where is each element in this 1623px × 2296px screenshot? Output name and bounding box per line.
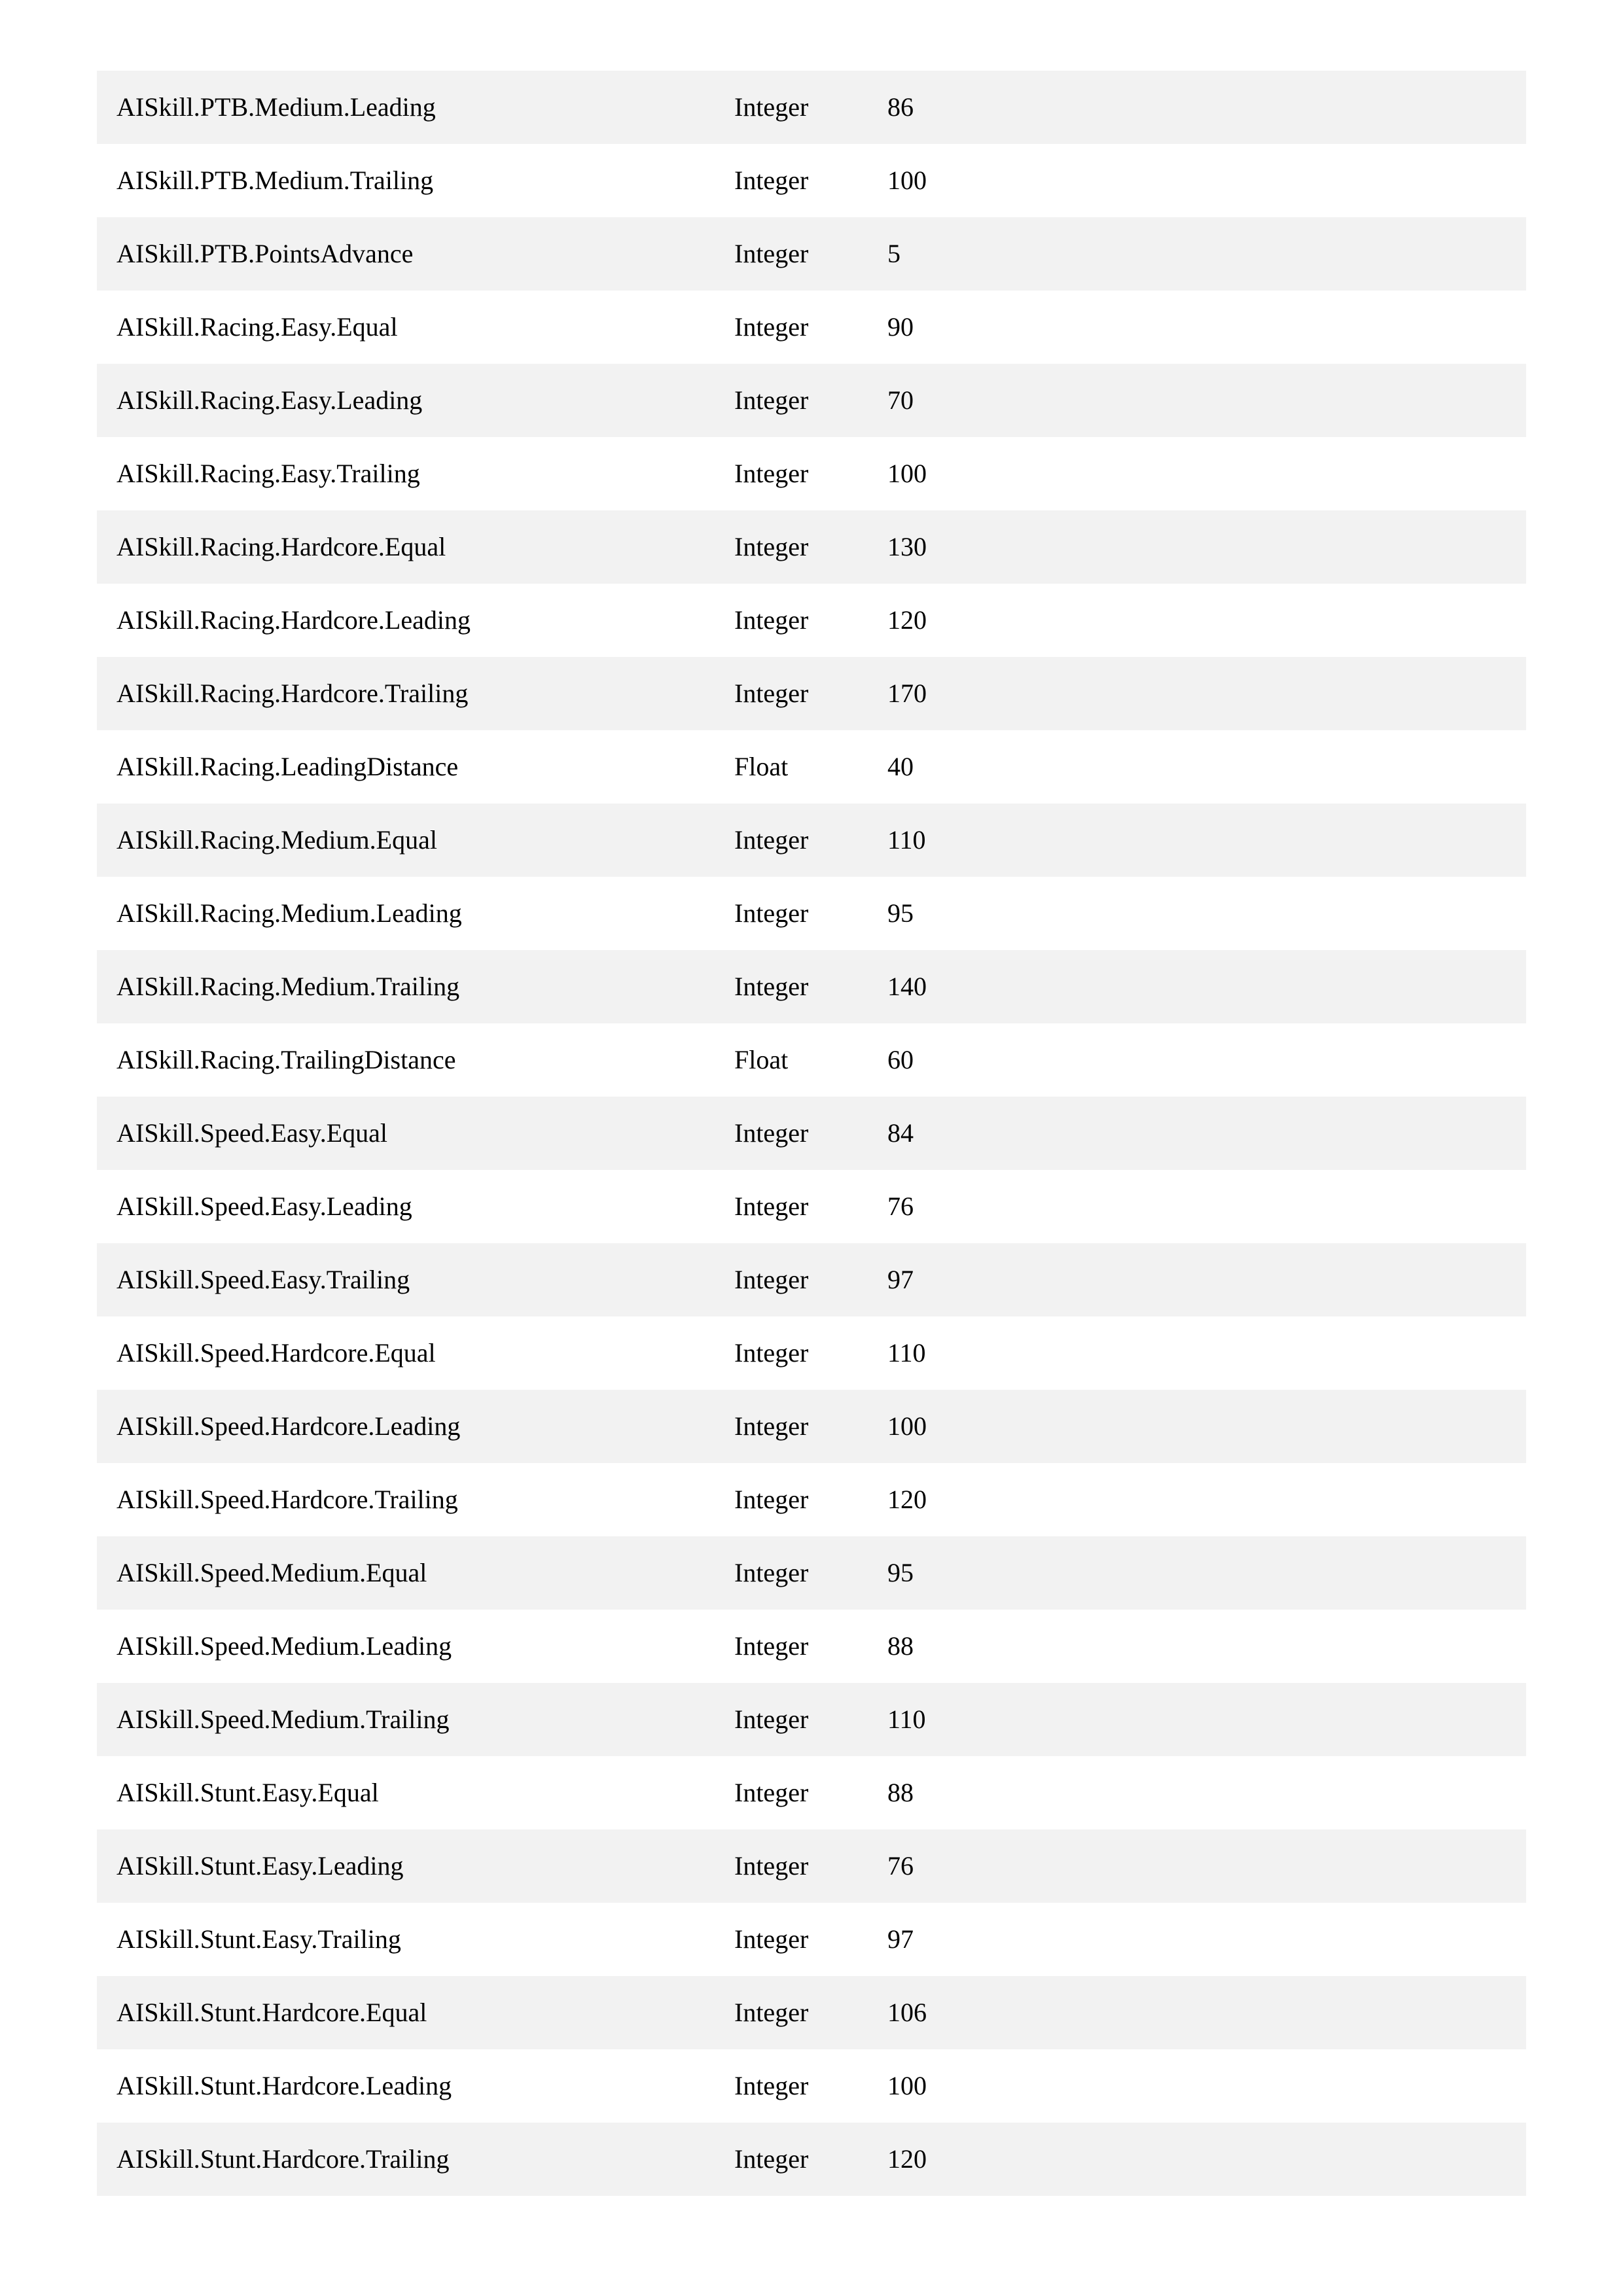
setting-name: AISkill.Speed.Hardcore.Leading xyxy=(116,1411,461,1441)
setting-type: Integer xyxy=(734,1265,809,1294)
setting-name: AISkill.Speed.Easy.Equal xyxy=(116,1118,388,1148)
setting-value: 88 xyxy=(887,1778,914,1807)
setting-name: AISkill.Speed.Easy.Trailing xyxy=(116,1265,410,1294)
setting-type: Integer xyxy=(734,385,809,415)
table-row xyxy=(97,1756,1526,1829)
setting-type: Integer xyxy=(734,1485,809,1514)
setting-name: AISkill.Stunt.Hardcore.Trailing xyxy=(116,2144,450,2174)
setting-value: 140 xyxy=(887,972,927,1001)
table-row xyxy=(97,1023,1526,1097)
setting-type: Integer xyxy=(734,1924,809,1954)
setting-value: 40 xyxy=(887,752,914,781)
setting-name: AISkill.Racing.Medium.Equal xyxy=(116,825,437,855)
table-row xyxy=(97,1683,1526,1756)
setting-name: AISkill.Racing.Medium.Trailing xyxy=(116,972,460,1001)
table-row xyxy=(97,1903,1526,1976)
setting-value: 110 xyxy=(887,1338,926,1368)
setting-type: Integer xyxy=(734,1118,809,1148)
table-row xyxy=(97,437,1526,510)
setting-value: 88 xyxy=(887,1631,914,1661)
setting-type: Integer xyxy=(734,2071,809,2100)
setting-value: 95 xyxy=(887,898,914,928)
setting-name: AISkill.Racing.Hardcore.Trailing xyxy=(116,679,469,708)
setting-name: AISkill.Racing.Hardcore.Equal xyxy=(116,532,446,561)
setting-value: 97 xyxy=(887,1924,914,1954)
setting-type: Integer xyxy=(734,605,809,635)
table-row xyxy=(97,1829,1526,1903)
setting-type: Integer xyxy=(734,898,809,928)
setting-value: 110 xyxy=(887,1704,926,1734)
setting-value: 130 xyxy=(887,532,927,561)
table-row xyxy=(97,510,1526,584)
setting-name: AISkill.Speed.Medium.Equal xyxy=(116,1558,427,1587)
setting-type: Integer xyxy=(734,825,809,855)
setting-value: 120 xyxy=(887,1485,927,1514)
setting-value: 90 xyxy=(887,312,914,342)
table-row xyxy=(97,364,1526,437)
setting-name: AISkill.Racing.Easy.Leading xyxy=(116,385,423,415)
setting-type: Integer xyxy=(734,972,809,1001)
setting-type: Integer xyxy=(734,1338,809,1368)
setting-type: Integer xyxy=(734,1411,809,1441)
setting-value: 5 xyxy=(887,239,901,268)
table-row xyxy=(97,1536,1526,1610)
setting-name: AISkill.Speed.Easy.Leading xyxy=(116,1192,412,1221)
table-row xyxy=(97,1097,1526,1170)
setting-value: 110 xyxy=(887,825,926,855)
setting-type: Float xyxy=(734,752,789,781)
table-row xyxy=(97,1390,1526,1463)
setting-name: AISkill.Speed.Medium.Trailing xyxy=(116,1704,450,1734)
setting-type: Integer xyxy=(734,92,809,122)
setting-value: 76 xyxy=(887,1192,914,1221)
table-row xyxy=(97,1170,1526,1243)
setting-value: 100 xyxy=(887,459,927,488)
setting-name: AISkill.Stunt.Hardcore.Leading xyxy=(116,2071,452,2100)
setting-name: AISkill.Racing.TrailingDistance xyxy=(116,1045,456,1074)
table-row xyxy=(97,1243,1526,1316)
setting-value: 120 xyxy=(887,605,927,635)
table-row xyxy=(97,71,1526,144)
setting-name: AISkill.Racing.Easy.Equal xyxy=(116,312,398,342)
setting-value: 70 xyxy=(887,385,914,415)
setting-value: 76 xyxy=(887,1851,914,1881)
setting-type: Integer xyxy=(734,2144,809,2174)
setting-value: 106 xyxy=(887,1998,927,2027)
table-row xyxy=(97,804,1526,877)
setting-value: 170 xyxy=(887,679,927,708)
settings-table xyxy=(97,71,1526,2196)
table-row xyxy=(97,877,1526,950)
setting-name: AISkill.Speed.Hardcore.Trailing xyxy=(116,1485,458,1514)
setting-type: Integer xyxy=(734,1558,809,1587)
setting-name: AISkill.Stunt.Easy.Leading xyxy=(116,1851,404,1881)
setting-value: 100 xyxy=(887,166,927,195)
setting-name: AISkill.Stunt.Easy.Trailing xyxy=(116,1924,401,1954)
table-row xyxy=(97,730,1526,804)
setting-name: AISkill.Speed.Hardcore.Equal xyxy=(116,1338,436,1368)
setting-type: Integer xyxy=(734,1631,809,1661)
table-row xyxy=(97,1976,1526,2049)
settings-table-body xyxy=(97,71,1526,2196)
setting-name: AISkill.PTB.Medium.Leading xyxy=(116,92,436,122)
setting-value: 97 xyxy=(887,1265,914,1294)
setting-name: AISkill.Racing.LeadingDistance xyxy=(116,752,459,781)
table-row xyxy=(97,291,1526,364)
setting-type: Integer xyxy=(734,166,809,195)
setting-type: Integer xyxy=(734,1192,809,1221)
setting-value: 100 xyxy=(887,1411,927,1441)
setting-type: Integer xyxy=(734,1998,809,2027)
setting-name: AISkill.PTB.Medium.Trailing xyxy=(116,166,434,195)
setting-name: AISkill.Stunt.Hardcore.Equal xyxy=(116,1998,427,2027)
setting-value: 120 xyxy=(887,2144,927,2174)
setting-type: Integer xyxy=(734,1851,809,1881)
setting-type: Integer xyxy=(734,459,809,488)
table-row xyxy=(97,144,1526,217)
table-row xyxy=(97,1610,1526,1683)
setting-name: AISkill.Racing.Hardcore.Leading xyxy=(116,605,471,635)
setting-type: Integer xyxy=(734,679,809,708)
setting-value: 100 xyxy=(887,2071,927,2100)
setting-value: 86 xyxy=(887,92,914,122)
table-row xyxy=(97,217,1526,291)
setting-type: Integer xyxy=(734,239,809,268)
setting-value: 95 xyxy=(887,1558,914,1587)
setting-type: Integer xyxy=(734,1778,809,1807)
table-row xyxy=(97,584,1526,657)
setting-name: AISkill.Speed.Medium.Leading xyxy=(116,1631,452,1661)
table-row xyxy=(97,1463,1526,1536)
setting-value: 60 xyxy=(887,1045,914,1074)
table-row xyxy=(97,950,1526,1023)
table-row xyxy=(97,2123,1526,2196)
setting-name: AISkill.PTB.PointsAdvance xyxy=(116,239,414,268)
table-row xyxy=(97,2049,1526,2123)
setting-type: Integer xyxy=(734,532,809,561)
setting-type: Integer xyxy=(734,1704,809,1734)
setting-name: AISkill.Racing.Medium.Leading xyxy=(116,898,462,928)
table-row xyxy=(97,1316,1526,1390)
setting-type: Integer xyxy=(734,312,809,342)
setting-name: AISkill.Stunt.Easy.Equal xyxy=(116,1778,379,1807)
setting-type: Float xyxy=(734,1045,789,1074)
setting-name: AISkill.Racing.Easy.Trailing xyxy=(116,459,420,488)
table-row xyxy=(97,657,1526,730)
setting-value: 84 xyxy=(887,1118,914,1148)
